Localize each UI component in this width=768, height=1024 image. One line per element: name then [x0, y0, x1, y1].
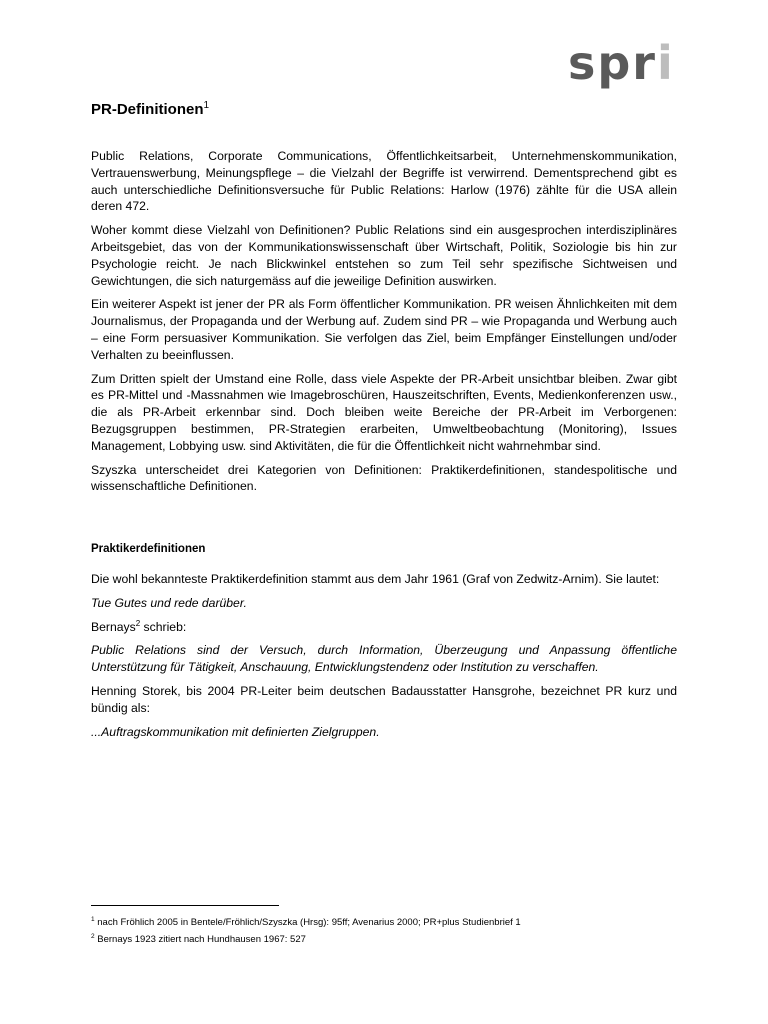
quote: ...Auftragskommunikation mit definierten Zielgruppen.: [91, 724, 380, 739]
page-title: [91, 100, 209, 118]
footnote-divider: [91, 905, 279, 906]
footnote: [91, 916, 677, 929]
section-heading: Praktikerdefinitionen: [91, 543, 206, 555]
footnotes: [91, 916, 677, 950]
author-name: Bernays: [91, 619, 136, 634]
spri-logo: [568, 36, 675, 90]
footnote: [91, 933, 677, 946]
footnote-mark: 2: [91, 932, 95, 940]
section-paragraph: [91, 619, 677, 636]
title-text: PR-Definitionen: [91, 101, 204, 118]
intro-paragraph: Woher kommt diese Vielzahl von Definitionen? Public Relations sind ein ausgesprochen interdisziplinäres Arbeitsgebiet, das von der Kommunikationswissenschaft über Wirtschaft, Politik, Soziologie bis hin zur Psychologie reicht. Je nach Blickwinkel entstehen so zum Teil sehr spezifische Sichtweisen und Gewichtungen, die sich naturgemäss auf die jeweilige Definition auswirken.: [91, 223, 677, 288]
intro-section: [91, 148, 677, 502]
intro-paragraph: Szyszka unterscheidet drei Kategorien von Definitionen: Praktikerdefinitionen, standespolitische und wissenschaftliche Definitionen.: [91, 462, 677, 494]
footnote-text: Bernays 1923 zitiert nach Hundhausen 1967: 527: [94, 934, 306, 945]
footnote-mark: 1: [91, 915, 95, 923]
logo-last-letter: i: [657, 36, 675, 90]
footnote-ref-2[interactable]: 2: [135, 618, 141, 628]
paragraph-suffix: schrieb:: [140, 619, 187, 634]
praktiker-section: [91, 543, 677, 747]
footnote-ref-1[interactable]: 1: [203, 100, 210, 111]
section-paragraph: Henning Storek, bis 2004 PR-Leiter beim deutschen Badausstatter Hansgrohe, bezeichnet PR kurz und bündig als:: [91, 683, 677, 715]
footnote-text: nach Fröhlich 2005 in Bentele/Fröhlich/Szyszka (Hrsg): 95ff; Avenarius 2000; PR+plus Studienbrief 1: [94, 917, 521, 928]
quote: Tue Gutes und rede darüber.: [91, 595, 247, 610]
intro-paragraph: Zum Dritten spielt der Umstand eine Rolle, dass viele Aspekte der PR-Arbeit unsichtbar bleiben. Zwar gibt es PR-Mittel und -Massnahmen wie Imagebroschüren, Hauszeitschriften, Events, Medienkonferenzen usw., die als PR-Arbeit erkennbar sind. Doch bleiben weite Bereiche der PR-Arbeit im Verborgenen: Bezugsgruppen bestimmen, PR-Strategien erarbeiten, Umweltbeobachtung (Monitoring), Issues Management, Lobbying usw. sind Aktivitäten, die für die Öffentlichkeit nicht wahrnehmbar sind.: [91, 371, 677, 453]
quote: Public Relations sind der Versuch, durch Information, Überzeugung und Anpassung öffentliche Unterstützung für Tätigkeit, Anschauung, Entwicklungstendenz oder Institution zu verschaffen.: [91, 643, 677, 675]
section-paragraph: Die wohl bekannteste Praktikerdefinition stammt aus dem Jahr 1961 (Graf von Zedwitz-Arnim). Sie lautet:: [91, 572, 660, 586]
logo-main: spr: [568, 36, 657, 90]
intro-paragraph: Ein weiterer Aspekt ist jener der PR als Form öffentlicher Kommunikation. PR weisen Ähnlichkeiten mit dem Journalismus, der Propaganda und der Werbung auf. Zudem sind PR – wie Propaganda und Werbung auch – eine Form persuasiver Kommunikation. Sie verfolgen das Ziel, beim Empfänger Einstellungen und/oder Verhalten zu beeinflussen.: [91, 297, 677, 362]
intro-paragraph: Public Relations, Corporate Communications, Öffentlichkeitsarbeit, Unternehmenskommunikation, Vertrauenswerbung, Meinungspflege – die Vielzahl der Begriffe ist verwirrend. Dementsprechend gibt es auch unterschiedliche Definitionsversuche für Public Relations: Harlow (1976) zählte für die USA allein deren 472.: [91, 149, 677, 214]
